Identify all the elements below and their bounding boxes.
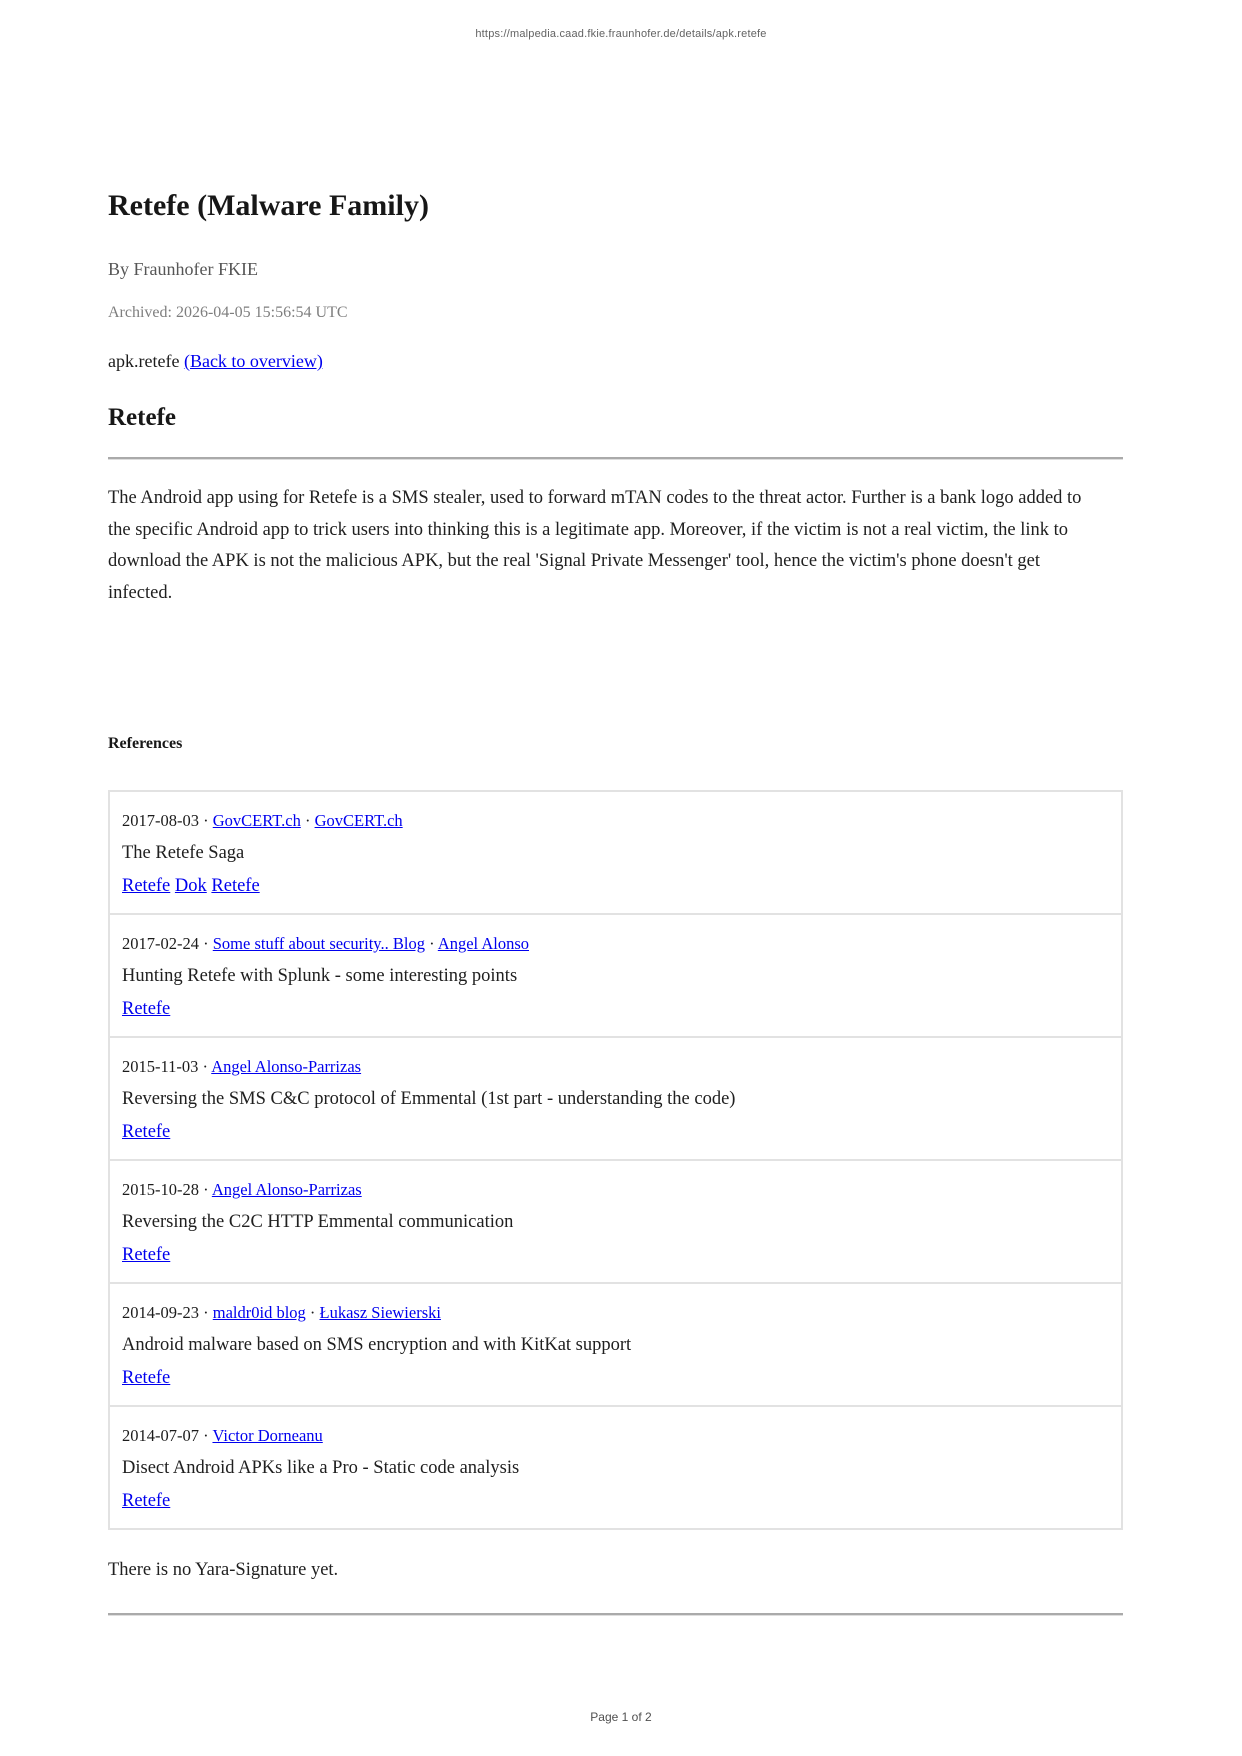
reference-source-link[interactable]: Angel Alonso-Parrizas <box>211 1180 362 1199</box>
breadcrumb <box>108 350 1123 372</box>
reference-sources: · maldr0id blog · Łukasz Siewierski <box>199 1303 441 1322</box>
reference-meta <box>122 927 1109 960</box>
print-header-url: https://malpedia.caad.fkie.fraunhofer.de/details/apk.retefe <box>475 28 767 40</box>
reference-source-link[interactable]: GovCERT.ch <box>212 811 301 830</box>
reference-sources: · Angel Alonso-Parrizas <box>198 1057 362 1076</box>
reference-sources: · Some stuff about security.. Blog · Angel Alonso <box>199 934 530 953</box>
reference-date: 2017-02-24 <box>122 934 199 953</box>
reference-date: 2014-09-23 <box>122 1303 199 1322</box>
reference-meta <box>122 804 1109 837</box>
back-to-overview-link[interactable]: (Back to overview) <box>183 351 323 371</box>
reference-tag-link[interactable]: Retefe <box>122 1491 171 1511</box>
reference-tag-link[interactable]: Retefe <box>122 1245 171 1265</box>
archived-timestamp: Archived: 2026-04-05 15:56:54 UTC <box>108 304 348 321</box>
reference-tags <box>122 1362 1109 1395</box>
reference-date: 2017-08-03 <box>122 811 199 830</box>
reference-meta <box>122 1050 1109 1083</box>
reference-sources: · Victor Dorneanu <box>199 1426 323 1445</box>
family-heading: Retefe <box>108 404 176 431</box>
family-id: apk.retefe <box>108 351 180 371</box>
reference-item <box>108 1282 1123 1407</box>
reference-source-link[interactable]: maldr0id blog <box>212 1303 306 1322</box>
reference-tags <box>122 1116 1109 1149</box>
reference-title: The Retefe Saga <box>122 843 245 863</box>
reference-meta <box>122 1419 1109 1452</box>
reference-tag-link[interactable]: Retefe <box>211 876 260 896</box>
reference-tags <box>122 1485 1109 1518</box>
divider <box>108 1613 1123 1616</box>
divider <box>108 457 1123 460</box>
reference-title: Reversing the SMS C&C protocol of Emmental (1st part - understanding the code) <box>122 1089 736 1109</box>
page-title: Retefe (Malware Family) <box>108 189 429 222</box>
reference-source-link[interactable]: Some stuff about security.. Blog <box>212 934 425 953</box>
reference-tag-link[interactable]: Dok <box>174 876 207 896</box>
reference-meta <box>122 1173 1109 1206</box>
reference-date: 2014-07-07 <box>122 1426 199 1445</box>
reference-source-link[interactable]: Victor Dorneanu <box>212 1426 323 1445</box>
reference-meta <box>122 1296 1109 1329</box>
reference-tags <box>122 1239 1109 1272</box>
reference-source-link[interactable]: Angel Alonso <box>437 934 530 953</box>
reference-item <box>108 790 1123 915</box>
reference-sources: · GovCERT.ch · GovCERT.ch <box>199 811 403 830</box>
reference-source-link[interactable]: Angel Alonso-Parrizas <box>211 1057 362 1076</box>
reference-tag-link[interactable]: Retefe <box>122 1368 171 1388</box>
reference-tag-link[interactable]: Retefe <box>122 1122 171 1142</box>
reference-source-link[interactable]: Łukasz Siewierski <box>319 1303 441 1322</box>
byline: By Fraunhofer FKIE <box>108 259 258 279</box>
reference-title: Android malware based on SMS encryption and with KitKat support <box>122 1335 632 1355</box>
page-content <box>108 0 1123 1624</box>
family-description: The Android app using for Retefe is a SMS stealer, used to forward mTAN codes to the threat actor. Further is a bank logo added to the specific Android app to trick users into thinking this is a legitimate app. Moreover, if the victim is not a real victim, the link to download the APK is not the malicious APK, but the real 'Signal Private Messenger' tool, hence the victim's phone doesn't get infected. <box>108 488 1082 603</box>
reference-tags <box>122 993 1109 1026</box>
reference-title: Reversing the C2C HTTP Emmental communication <box>122 1212 514 1232</box>
reference-source-link[interactable]: GovCERT.ch <box>314 811 403 830</box>
reference-title: Hunting Retefe with Splunk - some interesting points <box>122 966 518 986</box>
references-label: References <box>108 735 183 752</box>
reference-item <box>108 1036 1123 1161</box>
reference-date: 2015-11-03 <box>122 1057 199 1076</box>
reference-sources: · Angel Alonso-Parrizas <box>199 1180 362 1199</box>
yara-status-text: There is no Yara-Signature yet. <box>108 1560 339 1580</box>
reference-tag-link[interactable]: Retefe <box>122 876 171 896</box>
reference-tag-link[interactable]: Retefe <box>122 999 171 1019</box>
reference-title: Disect Android APKs like a Pro - Static code analysis <box>122 1458 520 1478</box>
reference-tags <box>122 870 1109 903</box>
print-footer-page-number: Page 1 of 2 <box>590 1710 652 1724</box>
reference-date: 2015-10-28 <box>122 1180 199 1199</box>
reference-item <box>108 1405 1123 1530</box>
references-list <box>108 790 1123 1530</box>
reference-item <box>108 913 1123 1038</box>
reference-item <box>108 1159 1123 1284</box>
